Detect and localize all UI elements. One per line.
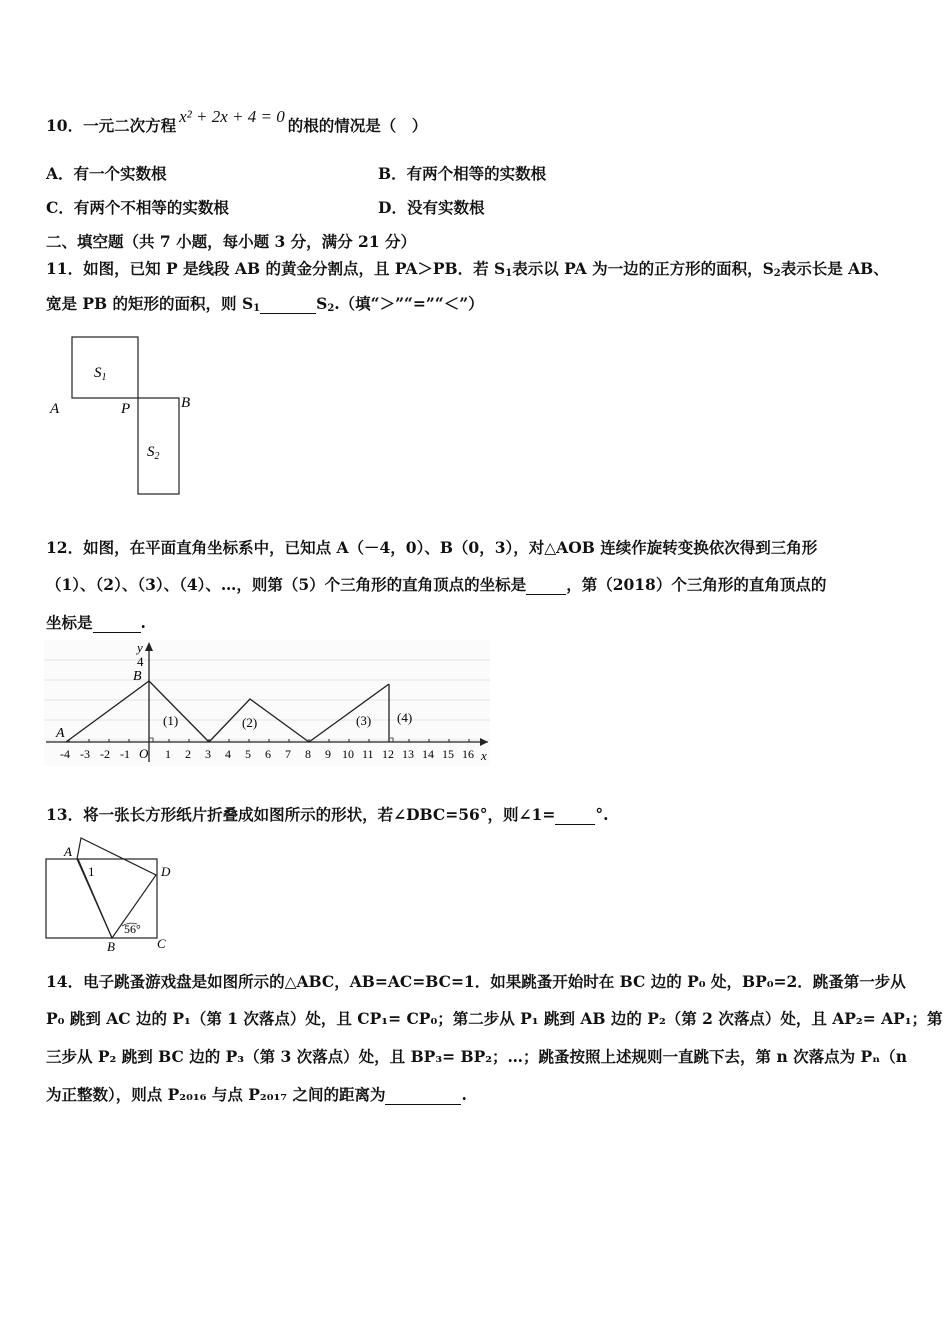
point-b-label: B <box>107 939 115 954</box>
q11-line2: 宽是 PB 的矩形的面积，则 $S_1$ $S_2$.（填“＞”“=”“＜”） <box>46 294 484 314</box>
q14-line3: 三步从 P₂ 跳到 BC 边的 P₃（第 3 次落点）处，且 BP₃= BP₂；…；跳蚤按照上述规则一直跳下去，第 n 次落点为 Pₙ（n <box>46 1047 907 1066</box>
point-c-label: C <box>157 936 166 951</box>
point-a-label: A <box>64 844 72 859</box>
q14-line1: 14．电子跳蚤游戏盘是如图所示的△ABC，AB=AC=BC=1．如果跳蚤开始时在 BC 边的 P₀ 处，BP₀=2．跳蚤第一步从 <box>46 972 906 991</box>
q12-answer-blank-2[interactable] <box>93 613 141 633</box>
triangle-label-4: (4) <box>397 710 413 725</box>
label-s2: $S_2$ <box>147 444 160 462</box>
q10-option-d: D．没有实数根 <box>378 198 485 217</box>
rectangle-s2 <box>138 398 179 494</box>
x-tick-label: 5 <box>245 747 251 761</box>
label-s1: $S_1$ <box>94 365 107 383</box>
q11-figure <box>46 332 206 498</box>
x-tick-label: 6 <box>265 747 271 761</box>
angle-56-label: 56° <box>124 922 141 936</box>
folded-flap <box>77 838 156 938</box>
x-tick-label: -4 <box>60 747 70 761</box>
q14-line4: 为正整数），则点 P₂₀₁₆ 与点 P₂₀₁₇ 之间的距离为 . <box>46 1085 467 1104</box>
x-tick-label: 11 <box>362 747 374 761</box>
q12-figure <box>44 640 490 766</box>
angle-1-label: 1 <box>88 864 95 879</box>
q13-figure <box>44 832 184 954</box>
origin-label: O <box>139 746 149 761</box>
label-a: A <box>50 401 60 417</box>
x-tick-label: 1 <box>165 747 171 761</box>
point-a-label: A <box>56 726 65 741</box>
q12-answer-blank-1[interactable] <box>526 575 566 595</box>
label-b: B <box>181 395 191 411</box>
point-d-label: D <box>161 864 171 879</box>
q14-answer-blank[interactable] <box>385 1085 461 1105</box>
q12-line1: 12．如图，在平面直角坐标系中，已知点 A（－4，0）、B（0，3），对△AOB 连续作旋转变换依次得到三角形 <box>46 538 818 557</box>
q10-option-a: A．有一个实数根 <box>46 164 167 183</box>
x-tick-label: 8 <box>305 747 311 761</box>
q14-line2: P₀ 跳到 AC 边的 P₁（第 1 次落点）处，且 CP₁= CP₀；第二步从 P₁ 跳到 AB 边的 P₂（第 2 次落点）处，且 AP₂= AP₁；第 <box>46 1009 943 1028</box>
point-b-label: B <box>133 669 142 684</box>
y-axis-label: y <box>137 640 143 655</box>
x-tick-label: 7 <box>285 747 291 761</box>
x-tick-label: 3 <box>205 747 211 761</box>
x-tick-label: 4 <box>225 747 231 761</box>
x-tick-label: 15 <box>442 747 454 761</box>
q13-stem: 13．将一张长方形纸片折叠成如图所示的形状，若∠DBC=56°，则∠1= °. <box>46 805 609 824</box>
q13-answer-blank[interactable] <box>555 805 595 825</box>
x-tick-label: -1 <box>120 747 130 761</box>
q10-equation: x² + 2x + 4 = 0 <box>179 107 285 126</box>
x-tick-label: 12 <box>382 747 394 761</box>
q12-line2: （1）、（2）、（3）、（4）、…，则第（5）个三角形的直角顶点的坐标是 ，第（2018）个三角形的直角顶点的 <box>46 575 827 594</box>
square-s1 <box>72 337 138 398</box>
x-tick-label: 14 <box>422 747 434 761</box>
q10-option-c: C．有两个不相等的实数根 <box>46 198 229 217</box>
triangle-label-2: (2) <box>242 715 258 730</box>
x-tick-label: 13 <box>402 747 414 761</box>
x-tick-label: 2 <box>185 747 191 761</box>
label-p: P <box>121 401 131 417</box>
section-heading: 二、填空题（共 7 小题，每小题 3 分，满分 21 分） <box>46 232 417 251</box>
x-tick-label: -3 <box>80 747 90 761</box>
triangle-label-3: (3) <box>356 713 372 728</box>
x-axis-label: x <box>481 748 487 763</box>
x-tick-label: 10 <box>342 747 354 761</box>
q12-line3: 坐标是 . <box>46 613 146 632</box>
x-tick-label: -2 <box>100 747 110 761</box>
q10-stem: 10．一元二次方程 x² + 2x + 4 = 0 的根的情况是（ ） <box>46 107 428 135</box>
x-tick-label: 9 <box>325 747 331 761</box>
q11-answer-blank[interactable] <box>260 294 316 314</box>
q11-line1: 11．如图，已知 P 是线段 AB 的黄金分割点，且 PA＞PB．若 $S_1$表示以 PA 为一边的正方形的面积，$S_2$表示长是 AB、 <box>46 259 889 279</box>
triangle-label-1: (1) <box>163 713 179 728</box>
x-tick-label: 16 <box>462 747 474 761</box>
q10-option-b: B．有两个相等的实数根 <box>378 164 547 183</box>
tick-y-4: 4 <box>137 654 144 669</box>
